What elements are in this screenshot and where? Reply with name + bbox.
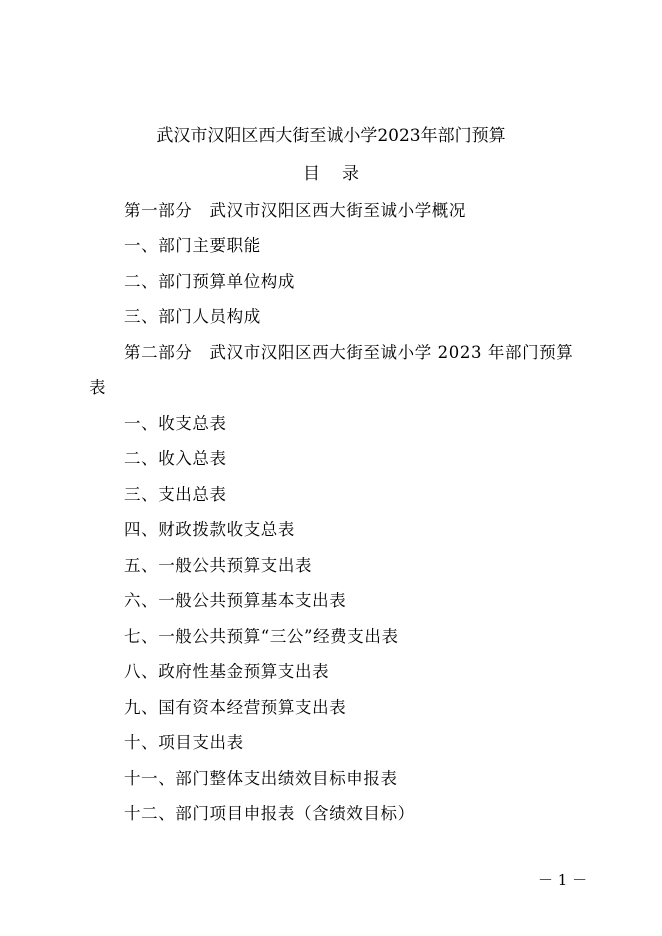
toc-item: 三、部门人员构成 (124, 307, 261, 326)
toc-item: 八、政府性基金预算支出表 (124, 662, 330, 681)
toc-item-part-two-continued: 表 (89, 378, 107, 397)
toc-item: 十二、部门项目申报表（含绩效目标） (124, 804, 415, 823)
toc-item: 十、项目支出表 (124, 733, 244, 752)
toc-heading: 目录 (303, 164, 381, 184)
toc-item: 一、收支总表 (124, 414, 227, 433)
toc-item: 九、国有资本经营预算支出表 (124, 698, 347, 717)
toc-item: 七、一般公共预算“三公”经费支出表 (124, 627, 399, 646)
toc-item-part-two: 第二部分 武汉市汉阳区西大街至诚小学 2023 年部门预算 (124, 343, 574, 362)
toc-item: 六、一般公共预算基本支出表 (124, 591, 347, 610)
document-title: 武汉市汉阳区西大街至诚小学2023年部门预算 (156, 126, 506, 146)
toc-item-part-one: 第一部分 武汉市汉阳区西大街至诚小学概况 (124, 201, 466, 220)
toc-item: 一、部门主要职能 (124, 236, 261, 255)
page-number: － 1 － (538, 871, 588, 889)
toc-item: 四、财政拨款收支总表 (124, 520, 295, 539)
toc-item: 五、一般公共预算支出表 (124, 556, 313, 575)
toc-item: 十一、部门整体支出绩效目标申报表 (124, 769, 398, 788)
toc-item: 二、收入总表 (124, 449, 227, 468)
toc-item: 二、部门预算单位构成 (124, 272, 295, 291)
toc-item: 三、支出总表 (124, 485, 227, 504)
